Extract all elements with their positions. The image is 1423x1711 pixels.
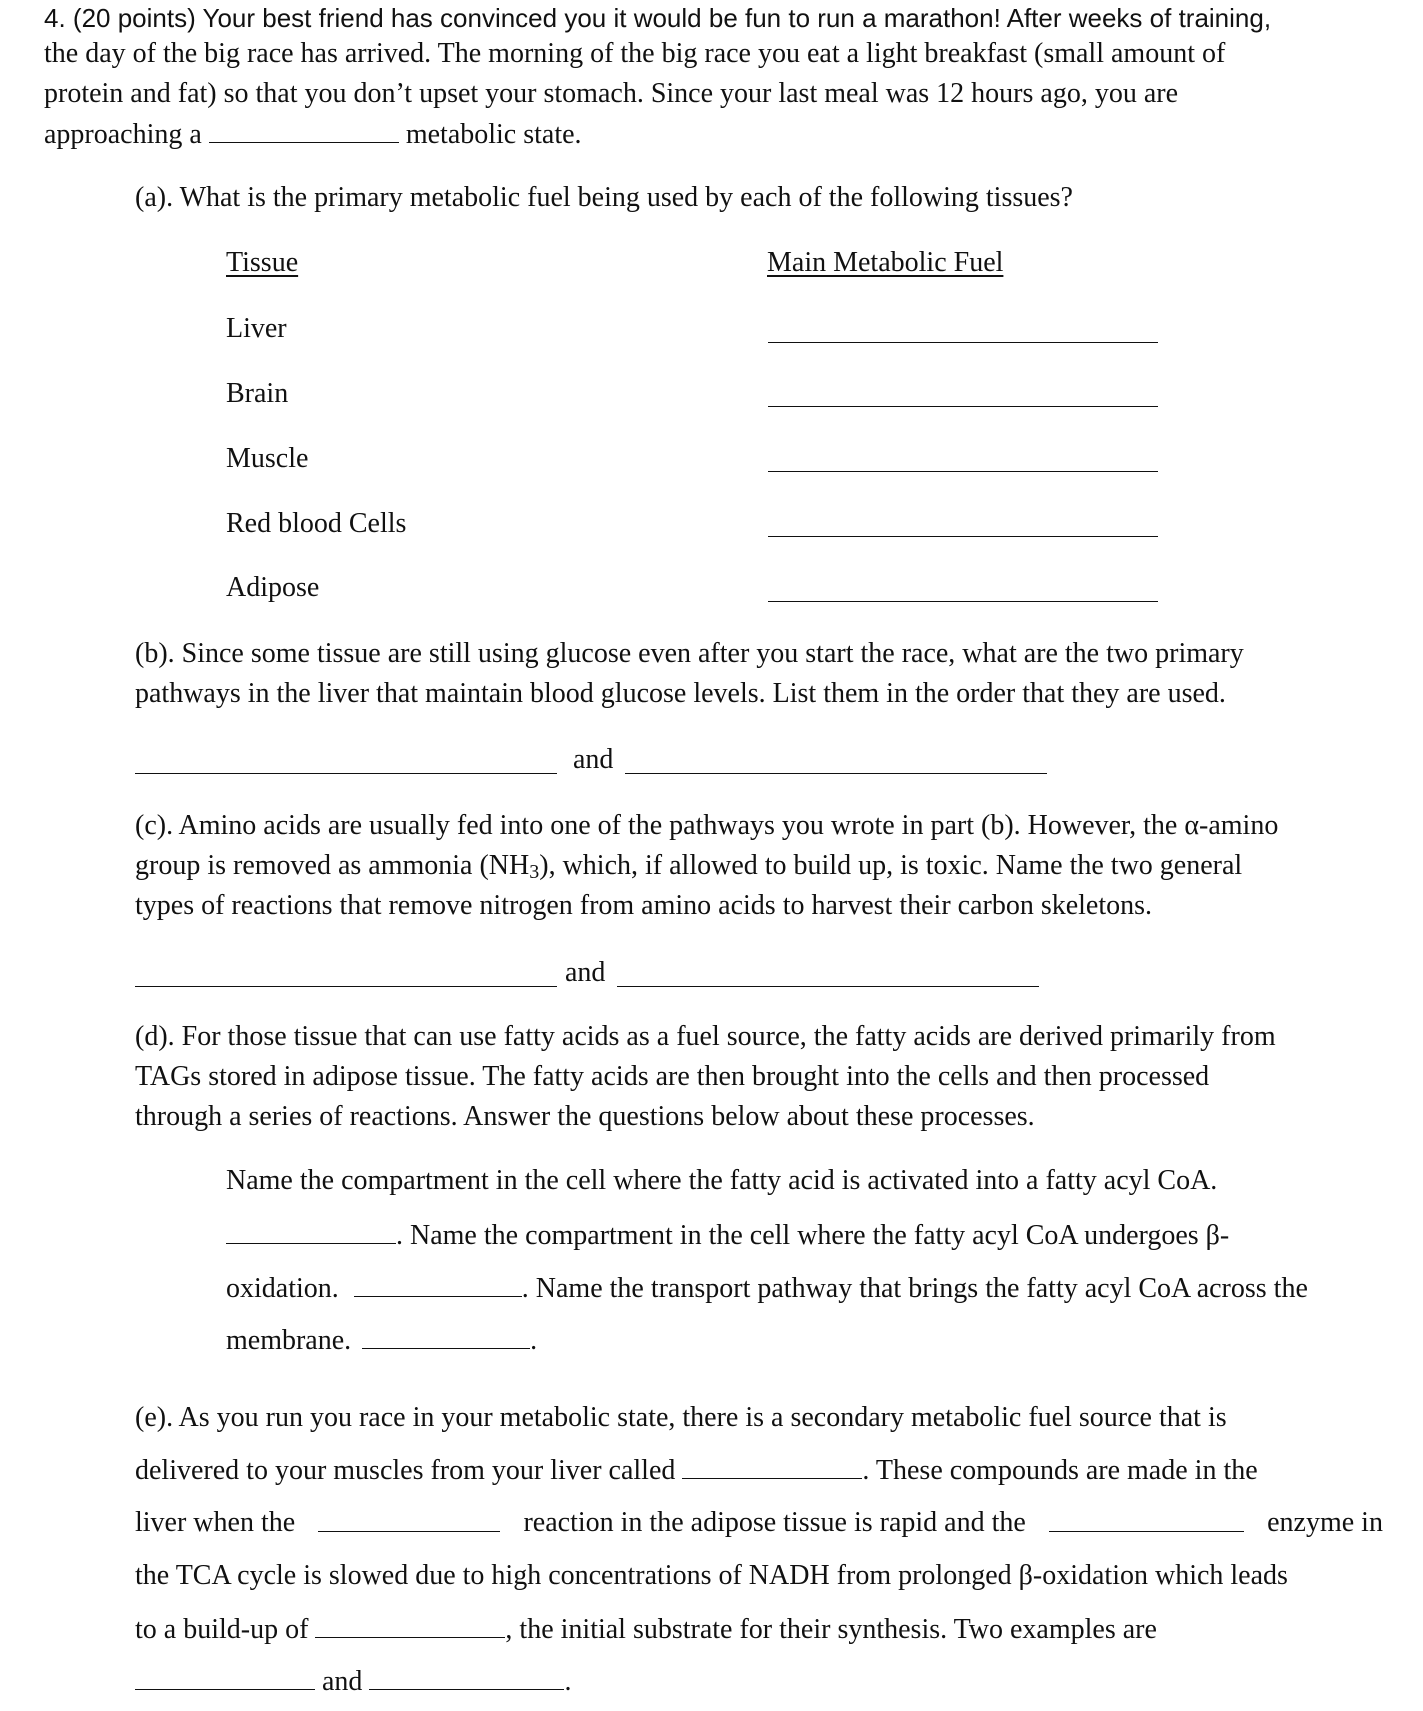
tca-enzyme-blank[interactable]: [1049, 1505, 1244, 1532]
tissue-adipose: Adipose: [226, 572, 320, 603]
tissue-muscle: Muscle: [226, 443, 309, 474]
part-e-line-2-pre: delivered to your muscles from your liver called: [135, 1455, 676, 1486]
rbc-fuel-blank[interactable]: [768, 536, 1158, 537]
intro-line-4-post: metabolic state.: [405, 119, 582, 150]
part-e-line-6-end: .: [564, 1666, 572, 1697]
intro-line-4: [44, 116, 582, 153]
adipose-reaction-blank[interactable]: [318, 1505, 500, 1532]
tissue-column-header: Tissue: [226, 247, 299, 278]
intro-line-2: the day of the big race has arrived. The morning of the big race you eat a light breakfast (small amount of: [44, 38, 1226, 69]
beta-oxidation-compartment-blank[interactable]: [354, 1270, 522, 1297]
nh3-subscript: 3: [529, 861, 540, 883]
activation-compartment-blank[interactable]: [226, 1217, 396, 1244]
part-d-question-1: Name the compartment in the cell where the fatty acid is activated into a fatty acyl CoA.: [226, 1165, 1218, 1196]
question-header: 4. (20 points) Your best friend has convinced you it would be fun to run a marathon! After weeks of training,: [44, 3, 1272, 33]
part-c-line-3: types of reactions that remove nitrogen from amino acids to harvest their carbon skeletons.: [135, 890, 1153, 921]
part-d-q3-pre: oxidation.: [226, 1273, 339, 1304]
reaction-type-2-blank[interactable]: [617, 986, 1039, 987]
reaction-type-1-blank[interactable]: [135, 986, 557, 987]
part-d-line-3: through a series of reactions. Answer the questions below about these processes.: [135, 1101, 1035, 1132]
metabolic-state-blank[interactable]: [209, 116, 399, 143]
transport-pathway-blank[interactable]: [362, 1322, 530, 1349]
part-e-line-3-a: liver when the: [135, 1507, 296, 1538]
intro-line-4-pre: approaching a: [44, 119, 202, 150]
secondary-fuel-blank[interactable]: [682, 1452, 862, 1479]
part-e-line-5-post: , the initial substrate for their synthesis. Two examples are: [505, 1614, 1157, 1645]
substrate-blank[interactable]: [315, 1611, 505, 1638]
part-e-line-1: (e). As you run you race in your metabolic state, there is a secondary metabolic fuel source that is: [135, 1402, 1227, 1433]
part-c-line-1: (c). Amino acids are usually fed into one of the pathways you wrote in part (b). However, the α-amino: [135, 810, 1279, 841]
part-c-line-2-pre: group is removed as ammonia (NH: [135, 850, 530, 881]
part-d-q4-post: .: [530, 1325, 538, 1356]
part-e-line-4: the TCA cycle is slowed due to high concentrations of NADH from prolonged β-oxidation which leads: [135, 1560, 1288, 1591]
fuel-column-header: Main Metabolic Fuel: [767, 247, 1004, 278]
example-2-blank[interactable]: [369, 1663, 564, 1690]
part-e-and: and: [322, 1666, 363, 1697]
intro-line-3: protein and fat) so that you don’t upset your stomach. Since your last meal was 12 hours ago, you are: [44, 78, 1179, 109]
muscle-fuel-blank[interactable]: [768, 471, 1158, 472]
example-1-blank[interactable]: [135, 1663, 315, 1690]
part-d-q3-post: . Name the transport pathway that brings the fatty acyl CoA across the: [521, 1273, 1308, 1304]
liver-fuel-blank[interactable]: [768, 342, 1158, 343]
part-e-line-3: [135, 1505, 1383, 1541]
part-e-line-5: [135, 1611, 1157, 1648]
part-d-q4-pre: membrane.: [226, 1325, 352, 1356]
part-d-question-4: [226, 1322, 537, 1359]
brain-fuel-blank[interactable]: [768, 406, 1158, 407]
adipose-fuel-blank[interactable]: [768, 601, 1158, 602]
part-c-line-2: [135, 848, 1242, 884]
tissue-brain: Brain: [226, 378, 289, 409]
part-e-line-3-c: enzyme in: [1267, 1507, 1383, 1538]
part-c-line-2-post: ), which, if allowed to build up, is toxic. Name the two general: [539, 850, 1243, 881]
tissue-liver: Liver: [226, 313, 287, 344]
part-d-q2-text: . Name the compartment in the cell where the fatty acyl CoA undergoes β-: [396, 1220, 1230, 1251]
part-d-question-3: [226, 1270, 1308, 1307]
part-a-question: (a). What is the primary metabolic fuel being used by each of the following tissues?: [135, 182, 1073, 213]
tissue-red-blood-cells: Red blood Cells: [226, 508, 407, 539]
part-b-line-1: (b). Since some tissue are still using glucose even after you start the race, what are the two primary: [135, 638, 1244, 669]
part-d-question-2: [226, 1217, 1229, 1254]
part-e-line-5-pre: to a build-up of: [135, 1614, 309, 1645]
part-b-line-2: pathways in the liver that maintain blood glucose levels. List them in the order that they are used.: [135, 678, 1226, 709]
part-c-and: and: [565, 957, 606, 988]
part-e-line-6: [135, 1663, 571, 1700]
pathway-1-blank[interactable]: [135, 773, 557, 774]
part-e-line-2-post: . These compounds are made in the: [862, 1455, 1258, 1486]
part-e-line-3-b: reaction in the adipose tissue is rapid and the: [523, 1507, 1026, 1538]
part-e-line-2: [135, 1452, 1258, 1489]
part-d-line-1: (d). For those tissue that can use fatty acids as a fuel source, the fatty acids are derived primarily from: [135, 1021, 1276, 1052]
part-b-and: and: [573, 744, 614, 775]
part-d-line-2: TAGs stored in adipose tissue. The fatty acids are then brought into the cells and then processed: [135, 1061, 1210, 1092]
pathway-2-blank[interactable]: [625, 773, 1047, 774]
